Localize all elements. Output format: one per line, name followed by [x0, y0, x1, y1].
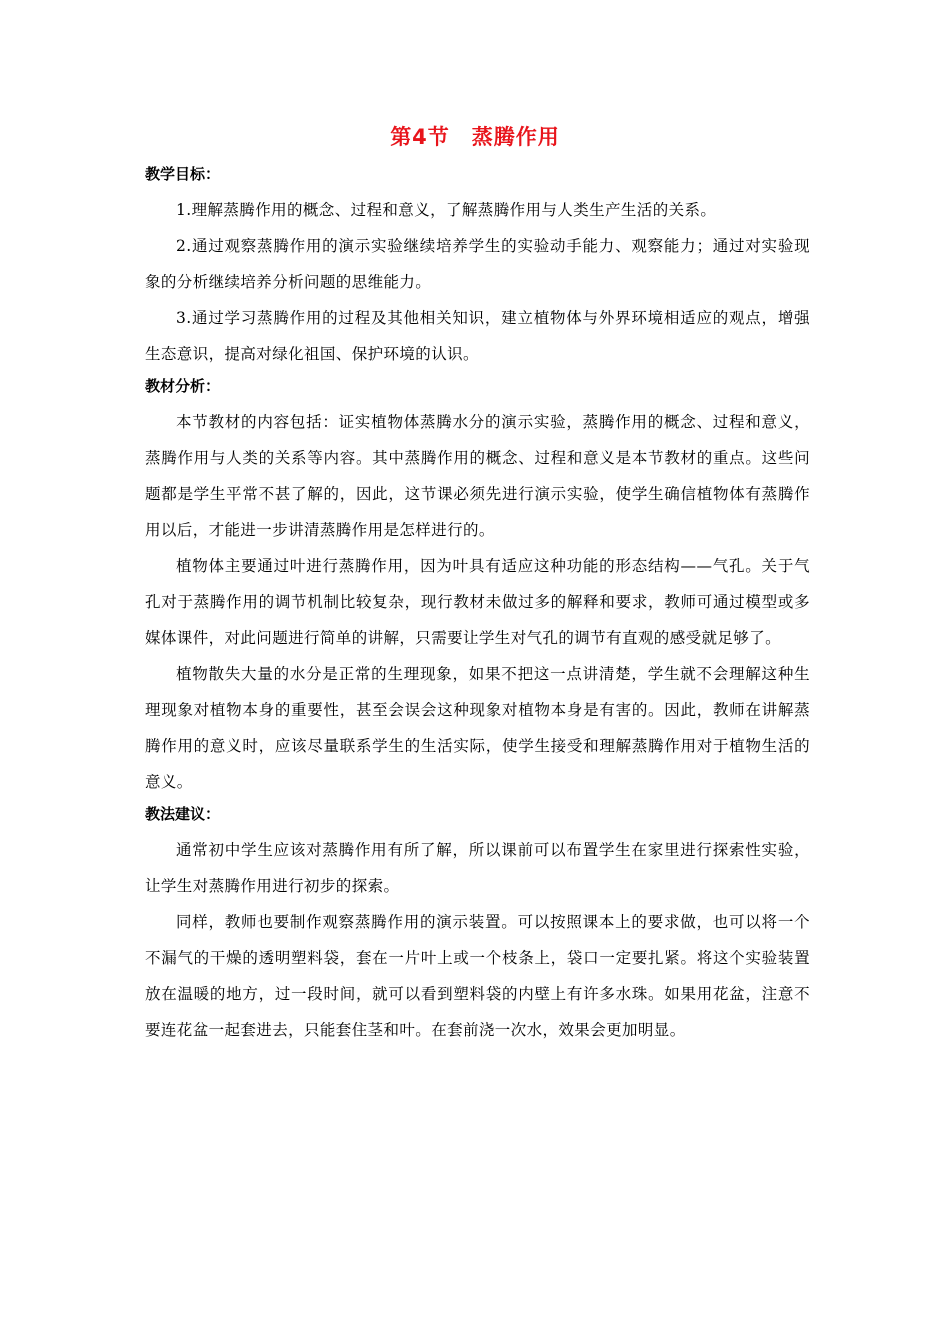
paragraph: 2.通过观察蒸腾作用的演示实验继续培养学生的实验动手能力、观察能力；通过对实验现象的分析继续培养分析问题的思维能力。 — [145, 237, 810, 291]
paragraph: 3.通过学习蒸腾作用的过程及其他相关知识，建立植物体与外界环境相适应的观点，增强生态意识，提高对绿化祖国、保护环境的认识。 — [145, 309, 810, 363]
page-title: 第4节 蒸腾作用 — [390, 125, 560, 149]
paragraph: 植物体主要通过叶进行蒸腾作用，因为叶具有适应这种功能的形态结构——气孔。关于气孔对于蒸腾作用的调节机制比较复杂，现行教材未做过多的解释和要求，教师可通过模型或多媒体课件，对此问题进行简单的讲解，只需要让学生对气孔的调节有直观的感受就足够了。 — [145, 557, 810, 647]
section-material-analysis — [145, 372, 810, 800]
paragraph: 1.理解蒸腾作用的概念、过程和意义，了解蒸腾作用与人类生产生活的关系。 — [176, 201, 717, 219]
section-heading: 教学目标： — [145, 165, 221, 183]
paragraph: 植物散失大量的水分是正常的生理现象，如果不把这一点讲清楚，学生就不会理解这种生理现象对植物本身的重要性，甚至会误会这种现象对植物本身是有害的。因此，教师在讲解蒸腾作用的意义时，应该尽量联系学生的生活实际，使学生接受和理解蒸腾作用对于植物生活的意义。 — [145, 665, 810, 791]
paragraph: 同样，教师也要制作观察蒸腾作用的演示装置。可以按照课本上的要求做，也可以将一个不漏气的干燥的透明塑料袋，套在一片叶上或一个枝条上，袋口一定要扎紧。将这个实验装置放在温暖的地方，过一段时间，就可以看到塑料袋的内壁上有许多水珠。如果用花盆，注意不要连花盆一起套进去，只能套住茎和叶。在套前浇一次水，效果会更加明显。 — [145, 913, 810, 1039]
section-heading: 教材分析： — [145, 377, 221, 395]
paragraph: 通常初中学生应该对蒸腾作用有所了解，所以课前可以布置学生在家里进行探索性实验，让学生对蒸腾作用进行初步的探索。 — [145, 841, 810, 895]
section-teaching-suggestions — [145, 800, 810, 1048]
paragraph: 本节教材的内容包括：证实植物体蒸腾水分的演示实验，蒸腾作用的概念、过程和意义，蒸腾作用与人类的关系等内容。其中蒸腾作用的概念、过程和意义是本节教材的重点。这些问题都是学生平常不甚了解的，因此，这节课必须先进行演示实验，使学生确信植物体有蒸腾作用以后，才能进一步讲清蒸腾作用是怎样进行的。 — [145, 413, 810, 539]
section-teaching-goals — [145, 162, 810, 372]
document-body — [145, 162, 810, 1048]
section-heading: 教法建议： — [145, 805, 221, 823]
